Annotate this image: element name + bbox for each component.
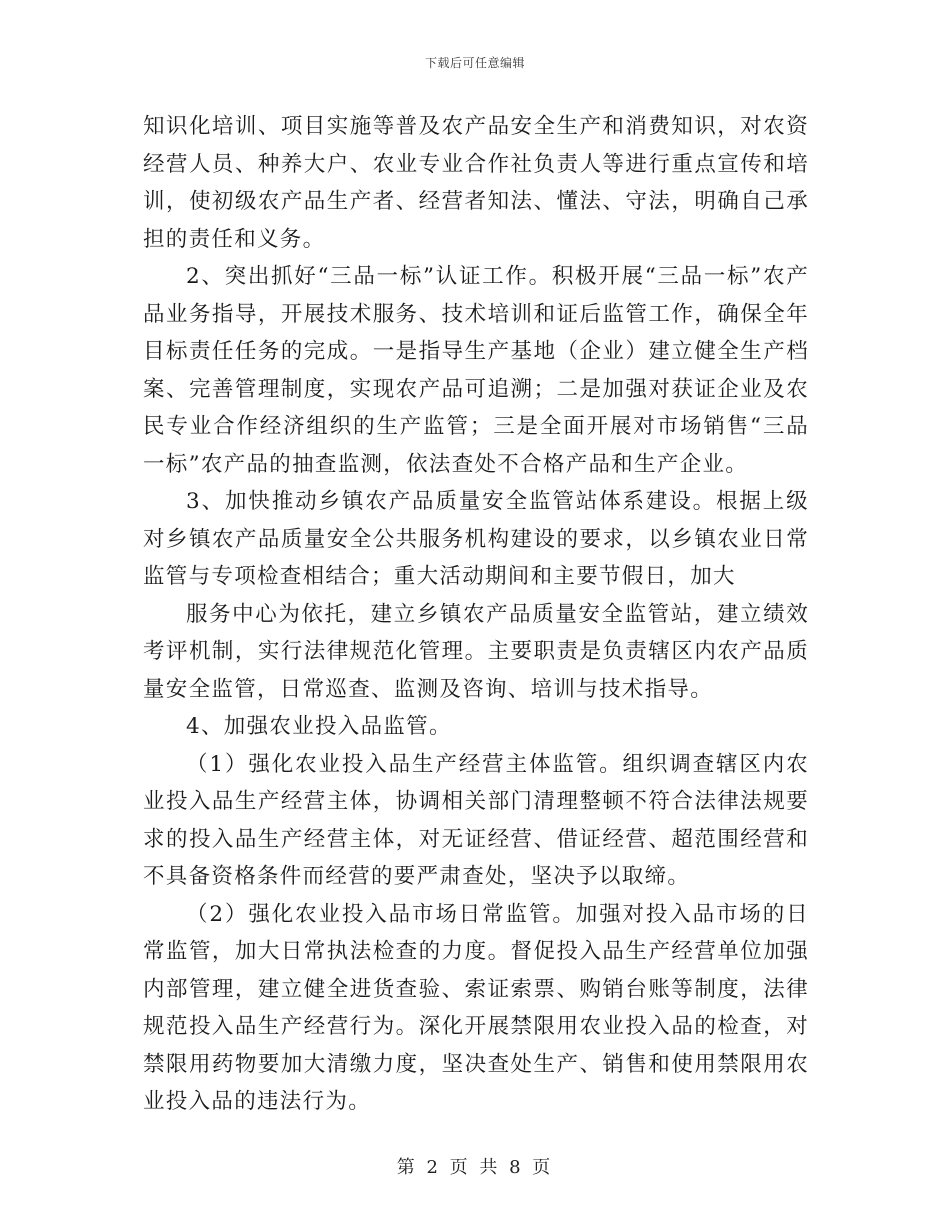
paragraph-item-3: 3、加快推动乡镇农产品质量安全监管站体系建设。根据上级对乡镇农产品质量安全公共服务机构建设的要求，以乡镇农业日常监管与专项检查相结合；重大活动期间和主要节假日，加大 — [143, 489, 809, 589]
paragraph-item-4-1: （1）强化农业投入品生产经营主体监管。组织调查辖区内农业投入品生产经营主体，协调相关部门清理整顿不符合法律法规要求的投入品生产经营主体，对无证经营、借证经营、超范围经营和不具备资格条件而经营的要严肃查处，坚决予以取缔。 — [143, 751, 809, 889]
page-number: 第 2 页 共 8 页 — [396, 1157, 554, 1178]
page-header: 下载后可任意编辑 — [424, 56, 525, 70]
paragraph-item-3-continued: 服务中心为依托，建立乡镇农产品质量安全监管站，建立绩效考评机制，实行法律规范化管理。主要职责是负责辖区内农产品质量安全监管，日常巡查、监测及咨询、培训与技术指导。 — [143, 601, 809, 702]
paragraph-continuation: 知识化培训、项目实施等普及农产品安全生产和消费知识，对农资经营人员、种养大户、农业专业合作社负责人等进行重点宣传和培训，使初级农产品生产者、经营者知法、懂法、守法，明确自己承担的责任和义务。 — [143, 114, 809, 252]
paragraph-item-4: 4、加强农业投入品监管。 — [186, 714, 452, 739]
paragraph-item-2: 2、突出抓好“三品一标”认证工作。积极开展“三品一标”农产品业务指导，开展技术服务、技术培训和证后监管工作，确保全年目标责任任务的完成。一是指导生产基地（企业）建立健全生产档案、完善管理制度，实现农产品可追溯；二是加强对获证企业及农民专业合作经济组织的生产监管；三是全面开展对市场销售“三品一标”农产品的抽查监测，依法查处不合格产品和生产企业。 — [143, 264, 809, 477]
paragraph-item-4-2: （2）强化农业投入品市场日常监管。加强对投入品市场的日常监管，加大日常执法检查的力度。督促投入品生产经营单位加强内部管理，建立健全进货查验、索证索票、购销台账等制度，法律规范投入品生产经营行为。深化开展禁限用农业投入品的检查，对禁限用药物要加大清缴力度，坚决查处生产、销售和使用禁限用农业投入品的违法行为。 — [143, 901, 809, 1114]
document-body — [143, 108, 809, 1121]
